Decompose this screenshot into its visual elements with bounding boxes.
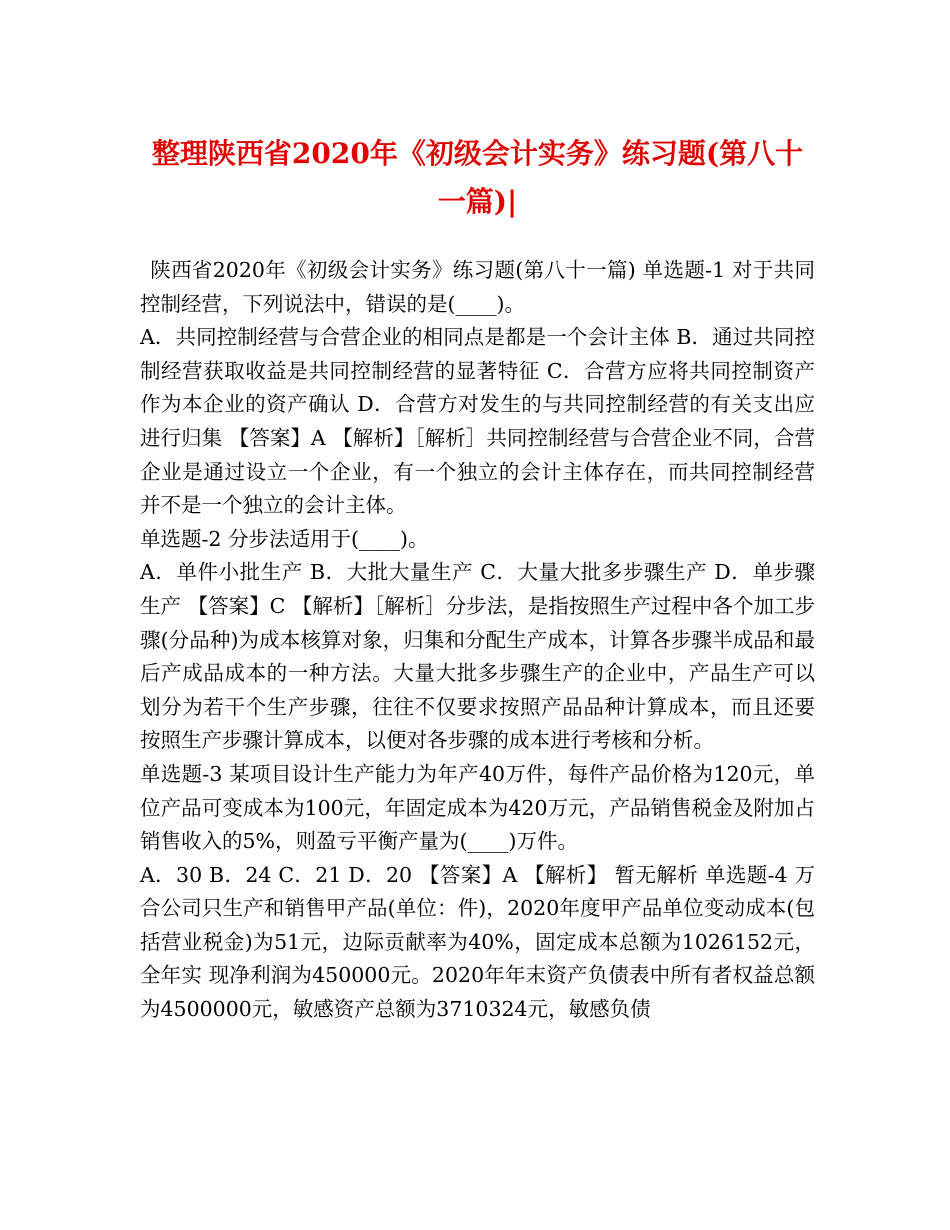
- document-body: [140, 254, 815, 1027]
- paragraph-question-1: 陕西省2020年《初级会计实务》练习题(第八十一篇) 单选题-1 对于共同控制经营，下列说法中，错误的是(____)。: [140, 258, 815, 316]
- title-text: 整理陕西省2020年《初级会计实务》练习题(第八十一篇): [151, 137, 804, 218]
- paragraph-answer-1: A．共同控制经营与合营企业的相同点是都是一个会计主体 B．通过共同控制经营获取收益是共同控制经营的显著特征 C．合营方应将共同控制资产作为本企业的资产确认 D．合营方对发生的与共同控制经营的有关支出应进行归集 【答案】A 【解析】［解析］共同控制经营与合营企业不同，合营企业是通过设立一个企业，有一个独立的会计主体存在，而共同控制经营并不是一个独立的会计主体。: [140, 325, 815, 518]
- text-cursor: |: [507, 185, 518, 218]
- document-title: [140, 130, 815, 226]
- paragraph-answer-3: A．30 B．24 C．21 D．20 【答案】A 【解析】 暂无解析 单选题-4 万合公司只生产和销售甲产品(单位：件)，2020年度甲产品单位变动成本(包括营业税金)为51元，边际贡献率为40%，固定成本总额为1026152元，全年实 现净利润为450000元。2020年年末资产负债表中所有者权益总额为4500000元，敏感资产总额为3710324元，敏感负债: [140, 862, 815, 1022]
- paragraph-answer-2: A．单件小批生产 B．大批大量生产 C．大量大批多步骤生产 D．单步骤生产 【答案】C 【解析】［解析］分步法，是指按照生产过程中各个加工步骤(分品种)为成本核算对象，归集和分配生产成本，计算各步骤半成品和最后产成品成本的一种方法。大量大批多步骤生产的企业中，产品生产可以划分为若干个生产步骤，往往不仅要求按照产品品种计算成本，而且还要按照生产步骤计算成本，以便对各步骤的成本进行考核和分析。: [140, 560, 815, 753]
- paragraph-question-2: 单选题-2 分步法适用于(____)。: [140, 526, 429, 551]
- paragraph-question-3: 单选题-3 某项目设计生产能力为年产40万件，每件产品价格为120元，单位产品可变成本为100元，年固定成本为420万元，产品销售税金及附加占销售收入的5%，则盈亏平衡产量为(____)万件。: [140, 761, 815, 854]
